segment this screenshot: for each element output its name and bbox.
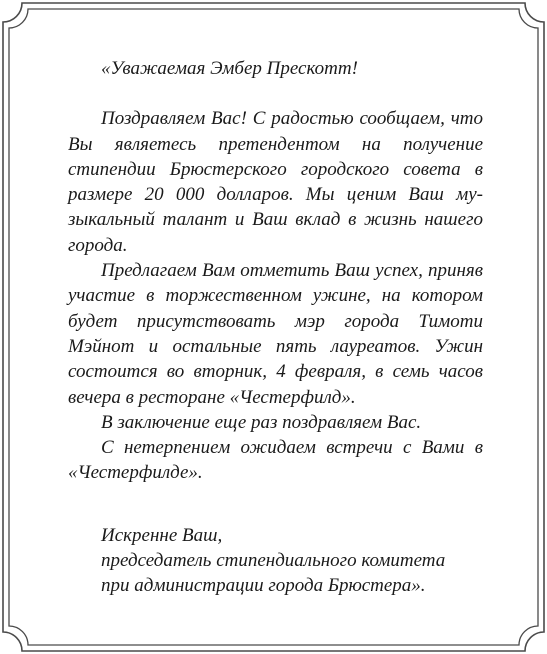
letter-paragraph: В заключение еще раз поздравляем Вас. [101,411,422,433]
letter-greeting: «Уважаемая Эмбер Прескотт! [101,58,358,79]
letter-paragraph: С нетерпением ожидаем встречи с Вами в «Честерфилде». [68,437,483,484]
letter-body [68,56,483,599]
signature-line: Искренне Ваш, [101,524,223,546]
signature-line: при администрации города Брюстера». [101,575,426,597]
signature-line: председатель стипендиального комитета [101,550,446,572]
letter-signature [68,523,483,599]
letter-paragraph: Поздравляем Вас! С радостью сообщаем, что Вы являетесь претендентом на получение стипендии Брюстерского городского совета в размере 20 000 долларов. Мы ценим Ваш музыкальный талант и Ваш вклад в жизнь нашего города. [68,108,483,256]
letter-paragraph: Предлагаем Вам отметить Ваш успех, приняв участие в торжественном ужине, на котором будет присутствовать мэр города Тимоти Мэйнот и остальные пять лауреатов. Ужин состоится во вторник, 4 февраля, в семь часов вечера в ресторане «Честерфилд». [68,260,483,408]
